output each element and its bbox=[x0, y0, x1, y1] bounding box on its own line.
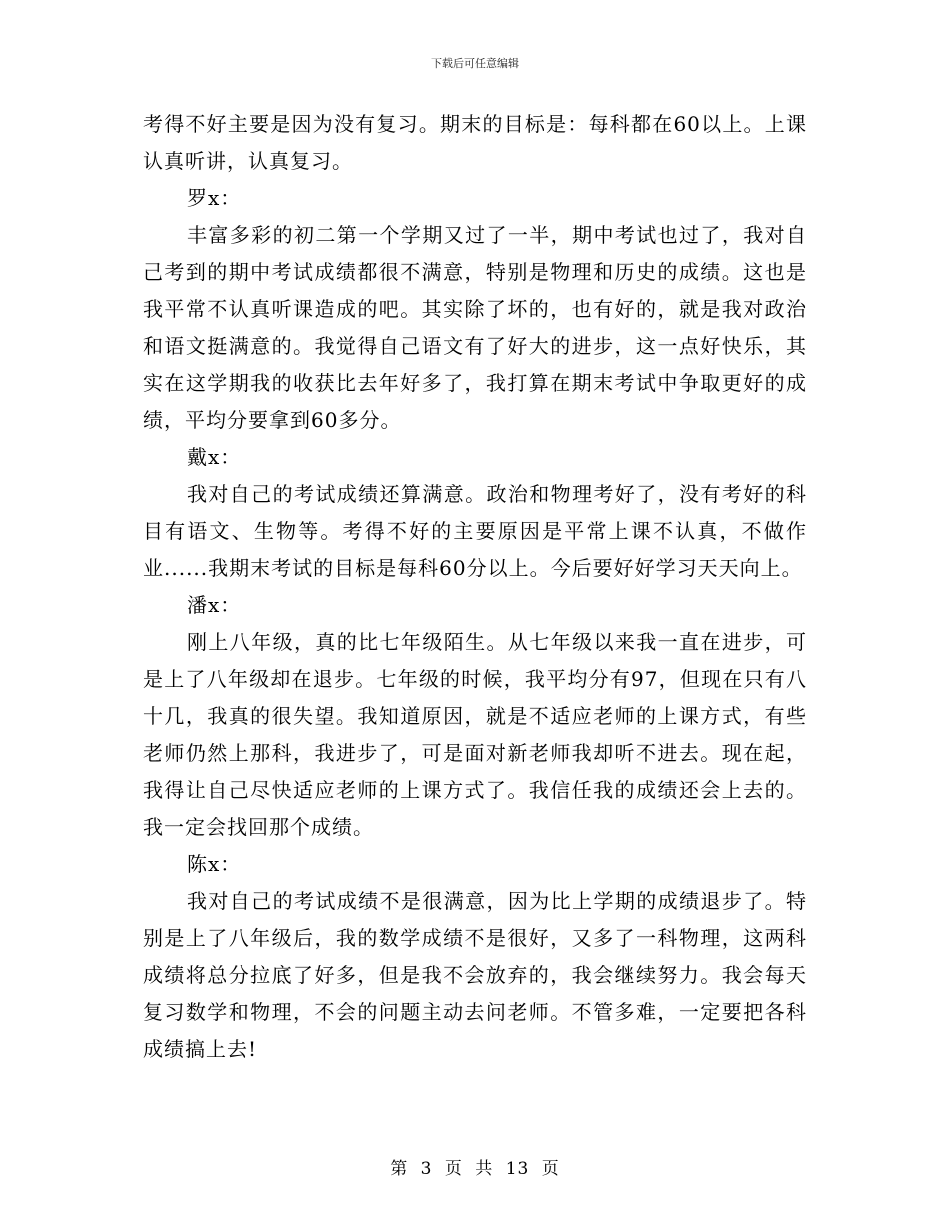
paragraph: 我对自己的考试成绩不是很满意，因为比上学期的成绩退步了。特别是上了八年级后，我的数学成绩不是很好，又多了一科物理，这两科成绩将总分拉底了好多，但是我不会放弃的，我会继续努力。我会每天复习数学和物理，不会的问题主动去问老师。不管多难，一定要把各科成绩搞上去! bbox=[143, 889, 807, 1061]
document-body bbox=[143, 106, 807, 1068]
speaker-label: 潘x： bbox=[187, 593, 242, 617]
speaker-label: 戴x： bbox=[187, 445, 242, 469]
speaker-label: 罗x： bbox=[187, 186, 242, 210]
speaker-label: 陈x： bbox=[187, 852, 242, 876]
page-footer: 第 3 页 共 13 页 bbox=[390, 1159, 560, 1179]
paragraph: 考得不好主要是因为没有复习。期末的目标是：每科都在60以上。上课认真听讲，认真复习。 bbox=[143, 112, 807, 173]
paragraph: 我对自己的考试成绩还算满意。政治和物理考好了，没有考好的科目有语文、生物等。考得不好的主要原因是平常上课不认真，不做作业......我期末考试的目标是每科60分以上。今后要好好学习天天向上。 bbox=[143, 482, 807, 580]
paragraph: 刚上八年级，真的比七年级陌生。从七年级以来我一直在进步，可是上了八年级却在退步。七年级的时候，我平均分有97，但现在只有八十几，我真的很失望。我知道原因，就是不适应老师的上课方式，有些老师仍然上那科，我进步了，可是面对新老师我却听不进去。现在起，我得让自己尽快适应老师的上课方式了。我信任我的成绩还会上去的。我一定会找回那个成绩。 bbox=[143, 630, 807, 839]
page-header: 下载后可任意编辑 bbox=[431, 57, 519, 70]
paragraph: 丰富多彩的初二第一个学期又过了一半，期中考试也过了，我对自己考到的期中考试成绩都很不满意，特别是物理和历史的成绩。这也是我平常不认真听课造成的吧。其实除了坏的，也有好的，就是我对政治和语文挺满意的。我觉得自己语文有了好大的进步，这一点好快乐，其实在这学期我的收获比去年好多了，我打算在期末考试中争取更好的成绩，平均分要拿到60多分。 bbox=[143, 223, 807, 432]
